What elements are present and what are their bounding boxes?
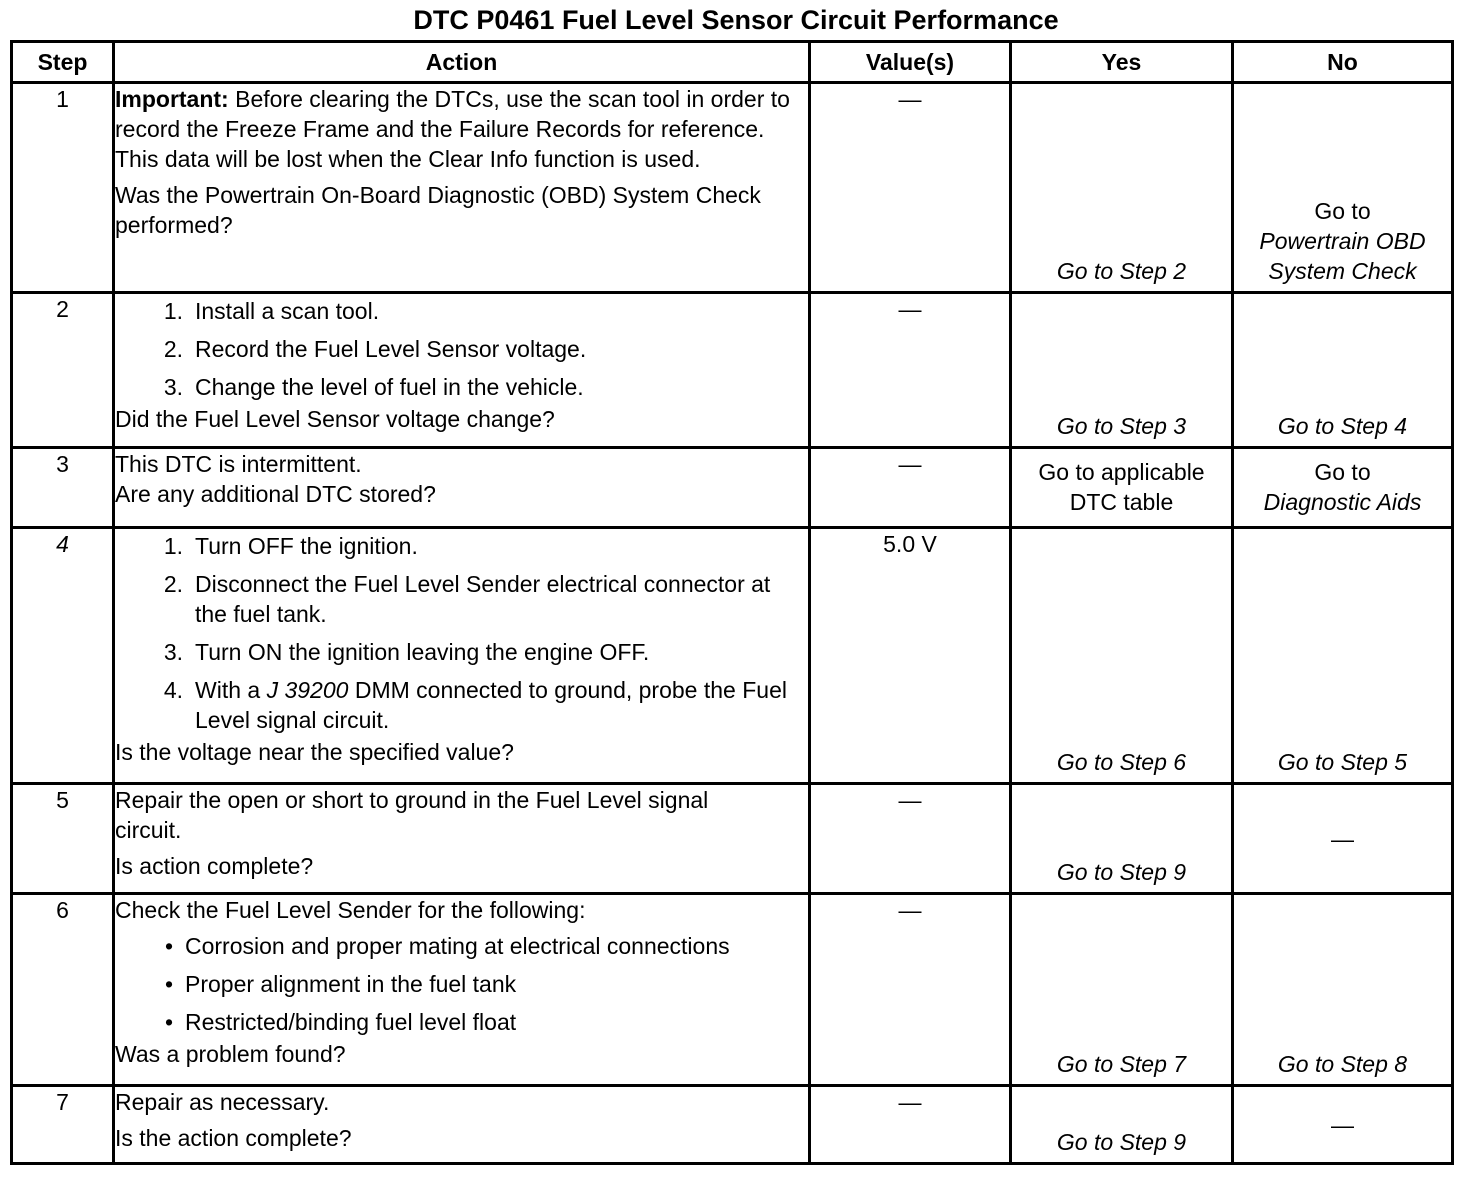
- action-cell: [114, 293, 810, 448]
- no-cell: [1233, 293, 1453, 448]
- step-number: 5: [12, 784, 114, 894]
- table-row: [12, 784, 1453, 894]
- table-row: [12, 448, 1453, 528]
- list-item: 2. Disconnect the Fuel Level Sender electrical connector at the fuel tank.: [163, 571, 771, 627]
- table-row: [12, 83, 1453, 293]
- action-question: Was the Powertrain On-Board Diagnostic (OBD) System Check performed?: [115, 182, 761, 238]
- yes-cell: [1011, 1086, 1233, 1164]
- action-cell: [114, 784, 810, 894]
- no-cell: [1233, 894, 1453, 1086]
- header-no: No: [1233, 42, 1453, 83]
- action-text: This DTC is intermittent.: [115, 451, 362, 477]
- important-note: [115, 84, 808, 174]
- action-text: Repair the open or short to ground in the Fuel Level signal circuit.: [115, 787, 709, 843]
- list-item: 1. Install a scan tool.: [163, 298, 380, 324]
- step-number: 6: [12, 894, 114, 1086]
- no-link[interactable]: Go to Step 4: [1277, 413, 1408, 439]
- important-label: Important:: [115, 86, 229, 112]
- no-link[interactable]: Powertrain OBD System Check: [1259, 228, 1426, 284]
- action-question: Are any additional DTC stored?: [115, 481, 436, 507]
- no-cell: [1233, 448, 1453, 528]
- step-number: 3: [12, 448, 114, 528]
- no-link[interactable]: Go to Step 8: [1277, 1051, 1408, 1077]
- value-cell: [810, 894, 1011, 1086]
- step-number: 2: [12, 293, 114, 448]
- yes-cell: [1011, 784, 1233, 894]
- list-item: 3. Turn ON the ignition leaving the engine OFF.: [163, 639, 650, 665]
- header-action: Action: [114, 42, 810, 83]
- yes-link[interactable]: Go to Step 7: [1056, 1051, 1187, 1077]
- yes-cell: [1011, 894, 1233, 1086]
- no-cell: [1233, 1086, 1453, 1164]
- action-bullets: [115, 931, 808, 1037]
- table-header-row: [12, 42, 1453, 83]
- yes-link[interactable]: Go to Step 2: [1056, 258, 1187, 284]
- action-cell: [114, 83, 810, 293]
- page-title: DTC P0461 Fuel Level Sensor Circuit Performance: [413, 5, 1059, 35]
- yes-link[interactable]: Go to Step 9: [1056, 1129, 1187, 1155]
- important-text: Before clearing the DTCs, use the scan tool in order to record the Freeze Frame and the Failure Records for reference. This data will be lost when the Clear Info function is used.: [115, 86, 790, 172]
- yes-link[interactable]: Go to Step 9: [1056, 859, 1187, 885]
- action-cell: [114, 1086, 810, 1164]
- action-question: Did the Fuel Level Sensor voltage change?: [115, 406, 555, 432]
- no-text: Go to: [1314, 198, 1371, 224]
- action-question: Is action complete?: [115, 853, 314, 879]
- value-cell: [810, 784, 1011, 894]
- action-text: Repair as necessary.: [115, 1089, 330, 1115]
- value-text: 5.0 V: [883, 531, 937, 557]
- table-row: [12, 293, 1453, 448]
- value-text: —: [898, 1089, 922, 1115]
- yes-link[interactable]: Go to Step 6: [1056, 749, 1187, 775]
- action-question: Was a problem found?: [115, 1041, 346, 1067]
- yes-text: Go to applicable DTC table: [1038, 459, 1205, 515]
- no-link[interactable]: Go to Step 5: [1277, 749, 1408, 775]
- yes-cell: [1011, 448, 1233, 528]
- list-item: 3. Change the level of fuel in the vehicle.: [163, 374, 584, 400]
- value-cell: [810, 448, 1011, 528]
- list-item: 4. With a J 39200 DMM connected to ground, probe the Fuel Level signal circuit.: [163, 677, 787, 733]
- value-cell: [810, 528, 1011, 784]
- action-text: Check the Fuel Level Sender for the following:: [115, 897, 586, 923]
- value-text: —: [898, 86, 922, 112]
- yes-cell: [1011, 83, 1233, 293]
- table-row: [12, 528, 1453, 784]
- header-step: Step: [12, 42, 114, 83]
- yes-link[interactable]: Go to Step 3: [1056, 413, 1187, 439]
- list-item: 2. Record the Fuel Level Sensor voltage.: [163, 336, 587, 362]
- header-yes: Yes: [1011, 42, 1233, 83]
- list-item: • Restricted/binding fuel level float: [164, 1009, 517, 1035]
- action-steps: [115, 296, 808, 402]
- value-cell: [810, 83, 1011, 293]
- table-row: [12, 894, 1453, 1086]
- value-text: —: [898, 787, 922, 813]
- value-cell: [810, 293, 1011, 448]
- action-cell: [114, 448, 810, 528]
- header-values: Value(s): [810, 42, 1011, 83]
- list-item: • Proper alignment in the fuel tank: [164, 971, 517, 997]
- value-text: —: [898, 296, 922, 322]
- tool-reference[interactable]: J 39200: [266, 677, 349, 703]
- action-question: Is the action complete?: [115, 1125, 352, 1151]
- value-text: —: [898, 451, 922, 477]
- no-text: —: [1331, 825, 1354, 852]
- diagnostic-table: [10, 40, 1454, 1165]
- no-cell: [1233, 784, 1453, 894]
- no-cell: [1233, 83, 1453, 293]
- no-cell: [1233, 528, 1453, 784]
- no-text: —: [1331, 1111, 1354, 1138]
- yes-cell: [1011, 293, 1233, 448]
- action-cell: [114, 894, 810, 1086]
- action-steps: [115, 531, 808, 735]
- yes-cell: [1011, 528, 1233, 784]
- step-number: 4: [12, 528, 114, 784]
- value-cell: [810, 1086, 1011, 1164]
- table-row: [12, 1086, 1453, 1164]
- step-number: 7: [12, 1086, 114, 1164]
- value-text: —: [898, 897, 922, 923]
- action-cell: [114, 528, 810, 784]
- action-question: Is the voltage near the specified value?: [115, 739, 514, 765]
- list-item: • Corrosion and proper mating at electrical connections: [164, 933, 730, 959]
- no-text: Go to: [1314, 459, 1371, 485]
- list-item: 1. Turn OFF the ignition.: [163, 533, 418, 559]
- no-link[interactable]: Diagnostic Aids: [1263, 489, 1422, 515]
- step-number: 1: [12, 83, 114, 293]
